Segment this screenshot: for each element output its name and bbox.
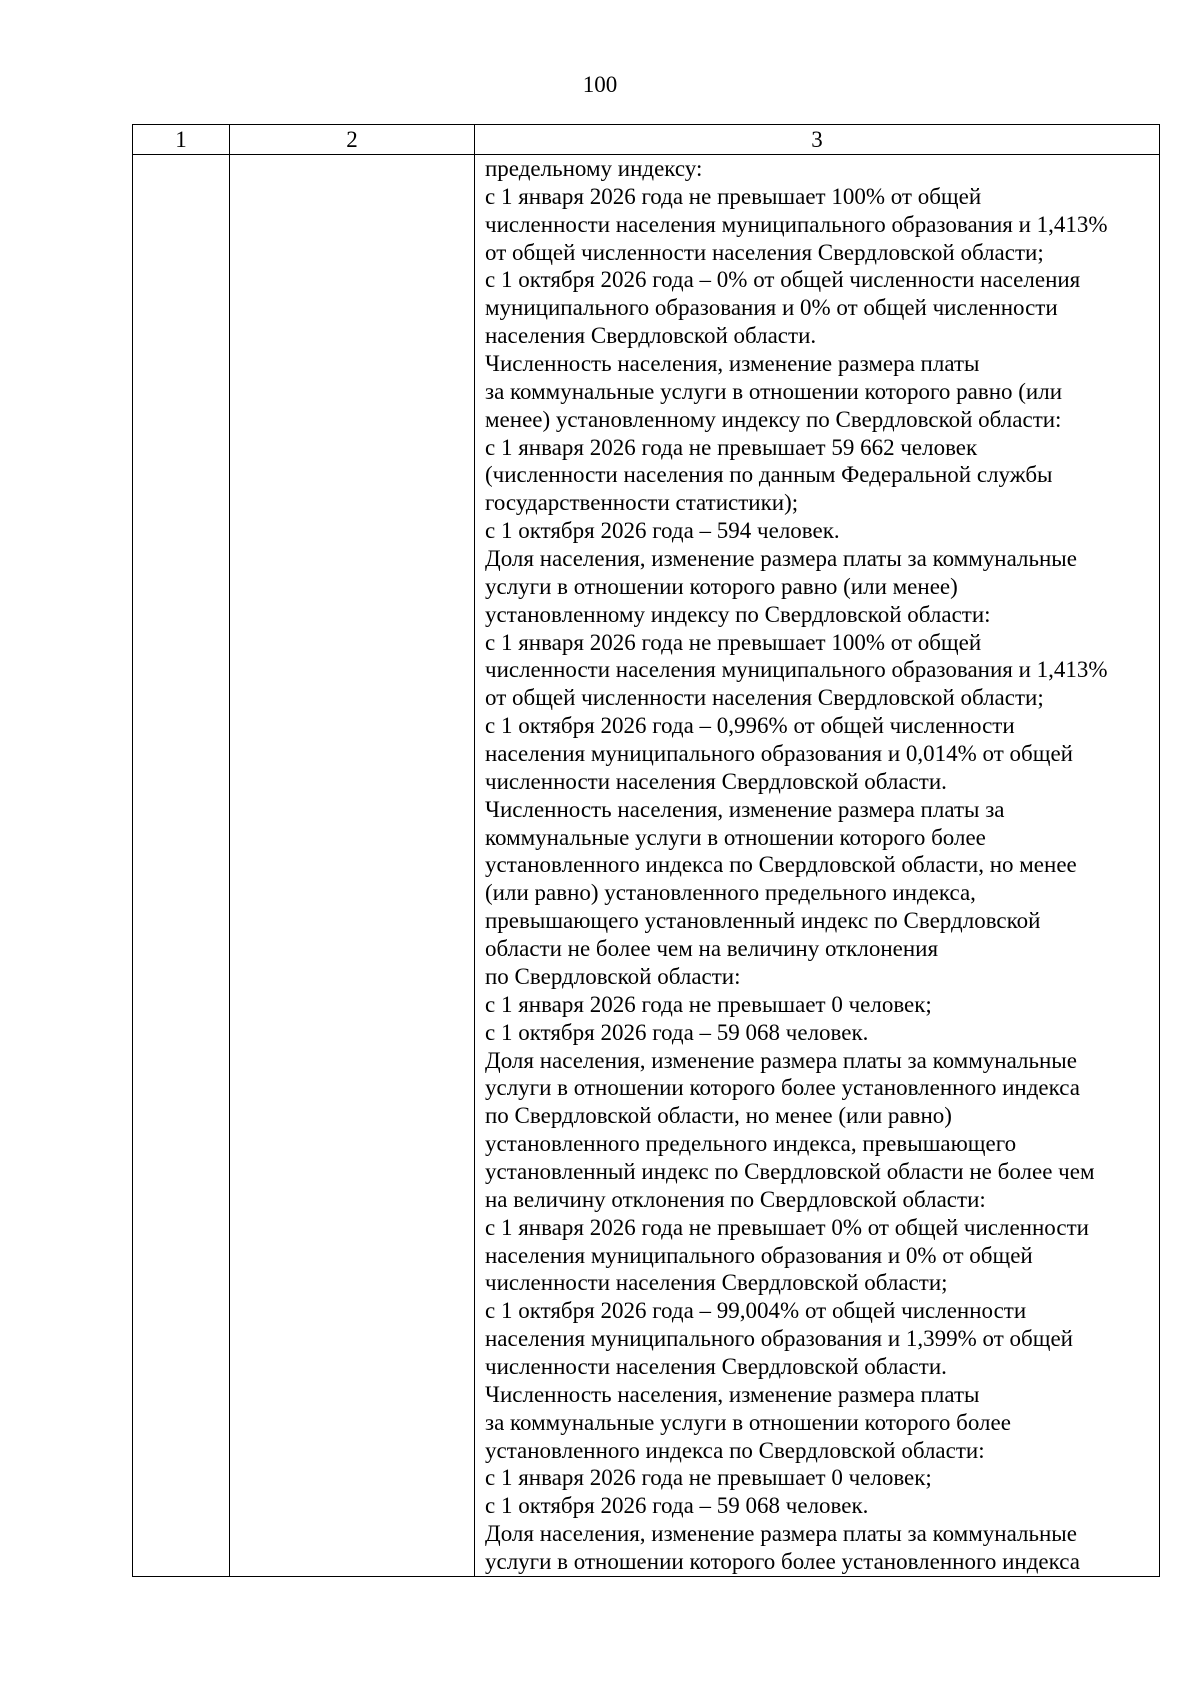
text-line: с 1 октября 2026 года – 59 068 человек.: [485, 1019, 869, 1045]
text-line: населения муниципального образования и 0% от общей: [485, 1242, 1033, 1268]
text-line: с 1 января 2026 года не превышает 0% от общей численности: [485, 1214, 1089, 1240]
text-line: за коммунальные услуги в отношении которого равно (или: [485, 378, 1063, 404]
text-line: населения Свердловской области.: [485, 323, 817, 349]
text-line: с 1 октября 2026 года – 99,004% от общей численности: [485, 1298, 1027, 1324]
text-line: Доля населения, изменение размера платы за коммунальные: [485, 1047, 1077, 1073]
column-header-3: 3: [475, 125, 1160, 155]
document-table: [132, 124, 1160, 1577]
text-line: численности населения Свердловской области.: [485, 768, 947, 794]
text-line: менее) установленному индексу по Свердловской области:: [485, 406, 1062, 432]
text-line: за коммунальные услуги в отношении которого более: [485, 1409, 1011, 1435]
table-cell-column-1: [133, 155, 230, 1577]
text-line: численности населения Свердловской области.: [485, 1353, 947, 1379]
text-line: услуги в отношении которого равно (или менее): [485, 573, 958, 599]
text-line: услуги в отношении которого более установленного индекса: [485, 1548, 1080, 1574]
text-line: услуги в отношении которого более установленного индекса: [485, 1075, 1080, 1101]
text-line: численности населения муниципального образования и 1,413%: [485, 657, 1108, 683]
text-line: с 1 января 2026 года не превышает 100% от общей: [485, 183, 982, 209]
text-line: Численность населения, изменение размера платы: [485, 351, 980, 377]
text-line: Численность населения, изменение размера платы: [485, 1381, 980, 1407]
page-number: 100: [582, 72, 618, 97]
text-line: по Свердловской области:: [485, 963, 741, 989]
column-3-text: [485, 155, 1155, 1576]
text-line: установленного индекса по Свердловской области, но менее: [485, 852, 1077, 878]
text-line: с 1 января 2026 года не превышает 0 человек;: [485, 991, 932, 1017]
text-line: установленного предельного индекса, превышающего: [485, 1131, 1017, 1157]
table-cell-column-2: [230, 155, 475, 1577]
text-line: муниципального образования и 0% от общей численности: [485, 295, 1058, 321]
table-header-row: [133, 125, 1160, 155]
text-line: Доля населения, изменение размера платы за коммунальные: [485, 546, 1077, 572]
text-line: населения муниципального образования и 0,014% от общей: [485, 741, 1073, 767]
text-line: с 1 октября 2026 года – 59 068 человек.: [485, 1493, 869, 1519]
table-cell-column-3: [475, 155, 1160, 1577]
text-line: численности населения Свердловской области;: [485, 1270, 948, 1296]
text-line: предельному индексу:: [485, 156, 703, 181]
text-line: превышающего установленный индекс по Свердловской: [485, 908, 1041, 934]
column-header-2: 2: [230, 125, 475, 155]
text-line: населения муниципального образования и 1,399% от общей: [485, 1326, 1073, 1352]
column-header-1: 1: [133, 125, 230, 155]
text-line: по Свердловской области, но менее (или равно): [485, 1103, 952, 1129]
text-line: установленному индексу по Свердловской области:: [485, 601, 991, 627]
text-line: установленный индекс по Свердловской области не более чем: [485, 1158, 1095, 1184]
text-line: (численности населения по данным Федеральной службы: [485, 462, 1053, 488]
text-line: с 1 января 2026 года не превышает 59 662 человек: [485, 434, 978, 460]
text-line: области не более чем на величину отклонения: [485, 936, 939, 962]
text-line: Численность населения, изменение размера платы за: [485, 796, 1005, 822]
text-line: с 1 октября 2026 года – 0% от общей численности населения: [485, 267, 1081, 293]
text-line: (или равно) установленного предельного индекса,: [485, 880, 976, 906]
text-line: коммунальные услуги в отношении которого более: [485, 824, 986, 850]
text-line: численности населения муниципального образования и 1,413%: [485, 211, 1108, 237]
text-line: государственности статистики);: [485, 490, 799, 516]
text-line: установленного индекса по Свердловской области:: [485, 1437, 985, 1463]
text-line: Доля населения, изменение размера платы за коммунальные: [485, 1521, 1077, 1547]
text-line: от общей численности населения Свердловской области;: [485, 685, 1044, 711]
text-line: на величину отклонения по Свердловской области:: [485, 1186, 986, 1212]
text-line: с 1 января 2026 года не превышает 100% от общей: [485, 629, 982, 655]
text-line: с 1 октября 2026 года – 594 человек.: [485, 518, 840, 544]
text-line: с 1 января 2026 года не превышает 0 человек;: [485, 1465, 932, 1491]
text-line: от общей численности населения Свердловской области;: [485, 239, 1044, 265]
text-line: с 1 октября 2026 года – 0,996% от общей численности: [485, 713, 1015, 739]
table-row: [133, 155, 1160, 1577]
